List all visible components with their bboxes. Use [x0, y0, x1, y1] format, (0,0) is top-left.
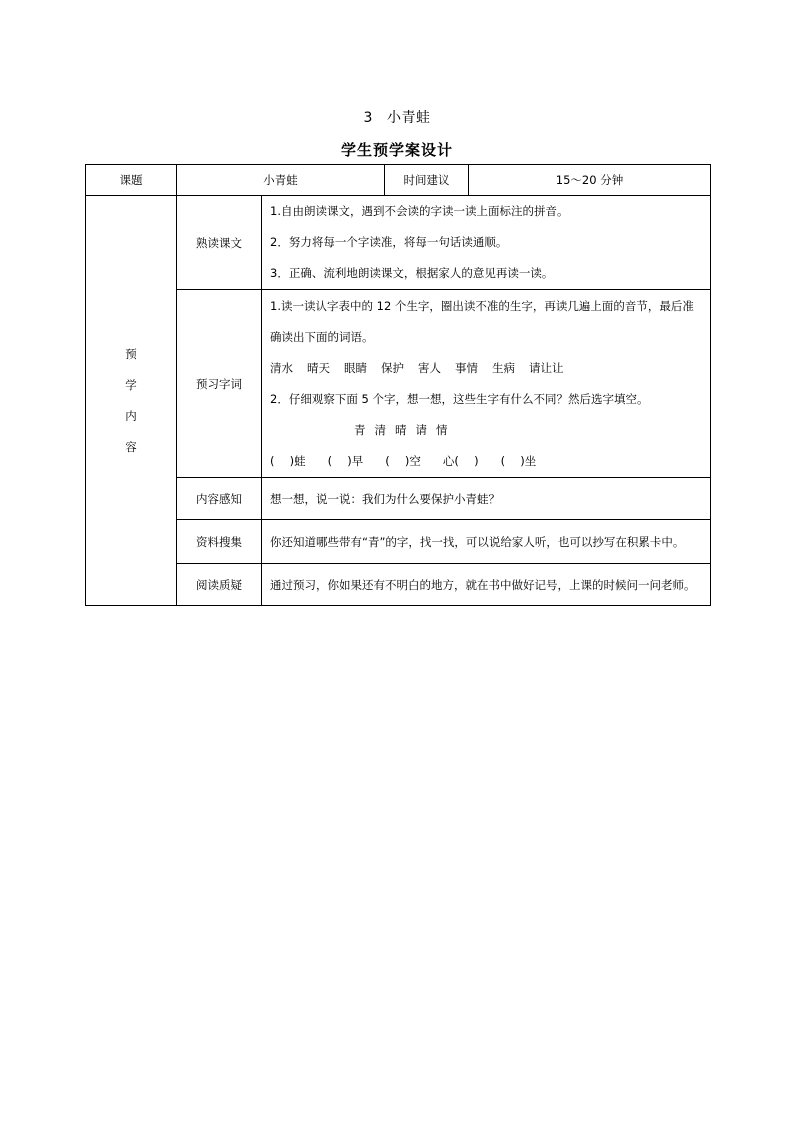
- perception-row: [86, 478, 711, 520]
- preview-content-label: [86, 196, 177, 606]
- vocab-word: 事情: [455, 360, 478, 375]
- questions-label: 阅读质疑: [177, 564, 262, 606]
- words-content: [262, 290, 711, 478]
- char-item: 情: [436, 422, 448, 437]
- words-line-2: 确读出下面的词语。: [270, 329, 374, 344]
- vocab-word: 清水: [270, 360, 293, 375]
- words-row: [86, 290, 711, 478]
- vocab-word: 生病: [492, 360, 515, 375]
- blank-item: ( )坐: [500, 453, 537, 468]
- side-char: 容: [125, 439, 137, 454]
- reading-line-1: 1.自由朗读课文，遇到不会读的字读一读上面标注的拼音。: [270, 204, 569, 218]
- reading-content: [262, 196, 711, 290]
- words-line-3: 2．仔细观察下面 5 个字，想一想，这些生字有什么不同？然后选字填空。: [270, 391, 649, 406]
- questions-row: [86, 564, 711, 606]
- perception-text: 想一想，说一说：我们为什么要保护小青蛙？: [262, 478, 711, 520]
- words-line-1: 1.读一读认字表中的 12 个生字，圈出读不准的生字，再读几遍上面的音节，最后准: [270, 298, 694, 313]
- vocab-word: 晴天: [307, 360, 330, 375]
- preview-plan-table: [85, 164, 711, 606]
- lesson-title: [0, 107, 794, 127]
- design-title: 学生预学案设计: [340, 141, 453, 159]
- reading-line-3: 3．正确、流利地朗读课文，根据家人的意见再读一读。: [270, 266, 554, 280]
- reading-line-2: 2．努力将每一个字读准，将每一句话读通顺。: [270, 235, 508, 249]
- research-text: 你还知道哪些带有“青”的字，找一找，可以说给家人听，也可以抄写在积累卡中。: [262, 520, 711, 564]
- reading-label: 熟读课文: [177, 196, 262, 290]
- vocab-list: [270, 353, 702, 384]
- lesson-name: 小青蛙: [386, 110, 431, 126]
- char-item: 请: [415, 422, 427, 437]
- questions-text: 通过预习，你如果还有不明白的地方，就在书中做好记号，上课的时候问一问老师。: [262, 564, 711, 606]
- topic-value: 小青蛙: [177, 165, 385, 196]
- lesson-number: 3: [363, 110, 373, 126]
- vocab-word: 请让让: [529, 360, 564, 375]
- research-row: [86, 520, 711, 564]
- blank-item: ( )空: [385, 453, 421, 468]
- header-row: [86, 165, 711, 196]
- fill-blanks: [270, 446, 702, 477]
- time-label: 时间建议: [385, 165, 469, 196]
- reading-row: [86, 196, 711, 290]
- blank-item: 心( ): [442, 453, 479, 468]
- side-char: 内: [125, 408, 137, 423]
- char-item: 清: [374, 422, 386, 437]
- words-label: 预习字词: [177, 290, 262, 478]
- research-label: 资料搜集: [177, 520, 262, 564]
- side-char: 预: [125, 346, 137, 361]
- vocab-word: 眼睛: [344, 360, 367, 375]
- char-list: [270, 415, 702, 446]
- perception-label: 内容感知: [177, 478, 262, 520]
- char-item: 青: [354, 422, 366, 437]
- time-value: 15～20 分钟: [469, 165, 711, 196]
- char-item: 晴: [395, 422, 407, 437]
- topic-label: 课题: [86, 165, 177, 196]
- vocab-word: 害人: [418, 360, 441, 375]
- vocab-word: 保护: [381, 360, 404, 375]
- side-char: 学: [125, 377, 137, 392]
- blank-item: ( )早: [327, 453, 364, 468]
- blank-item: ( )蛙: [270, 453, 306, 468]
